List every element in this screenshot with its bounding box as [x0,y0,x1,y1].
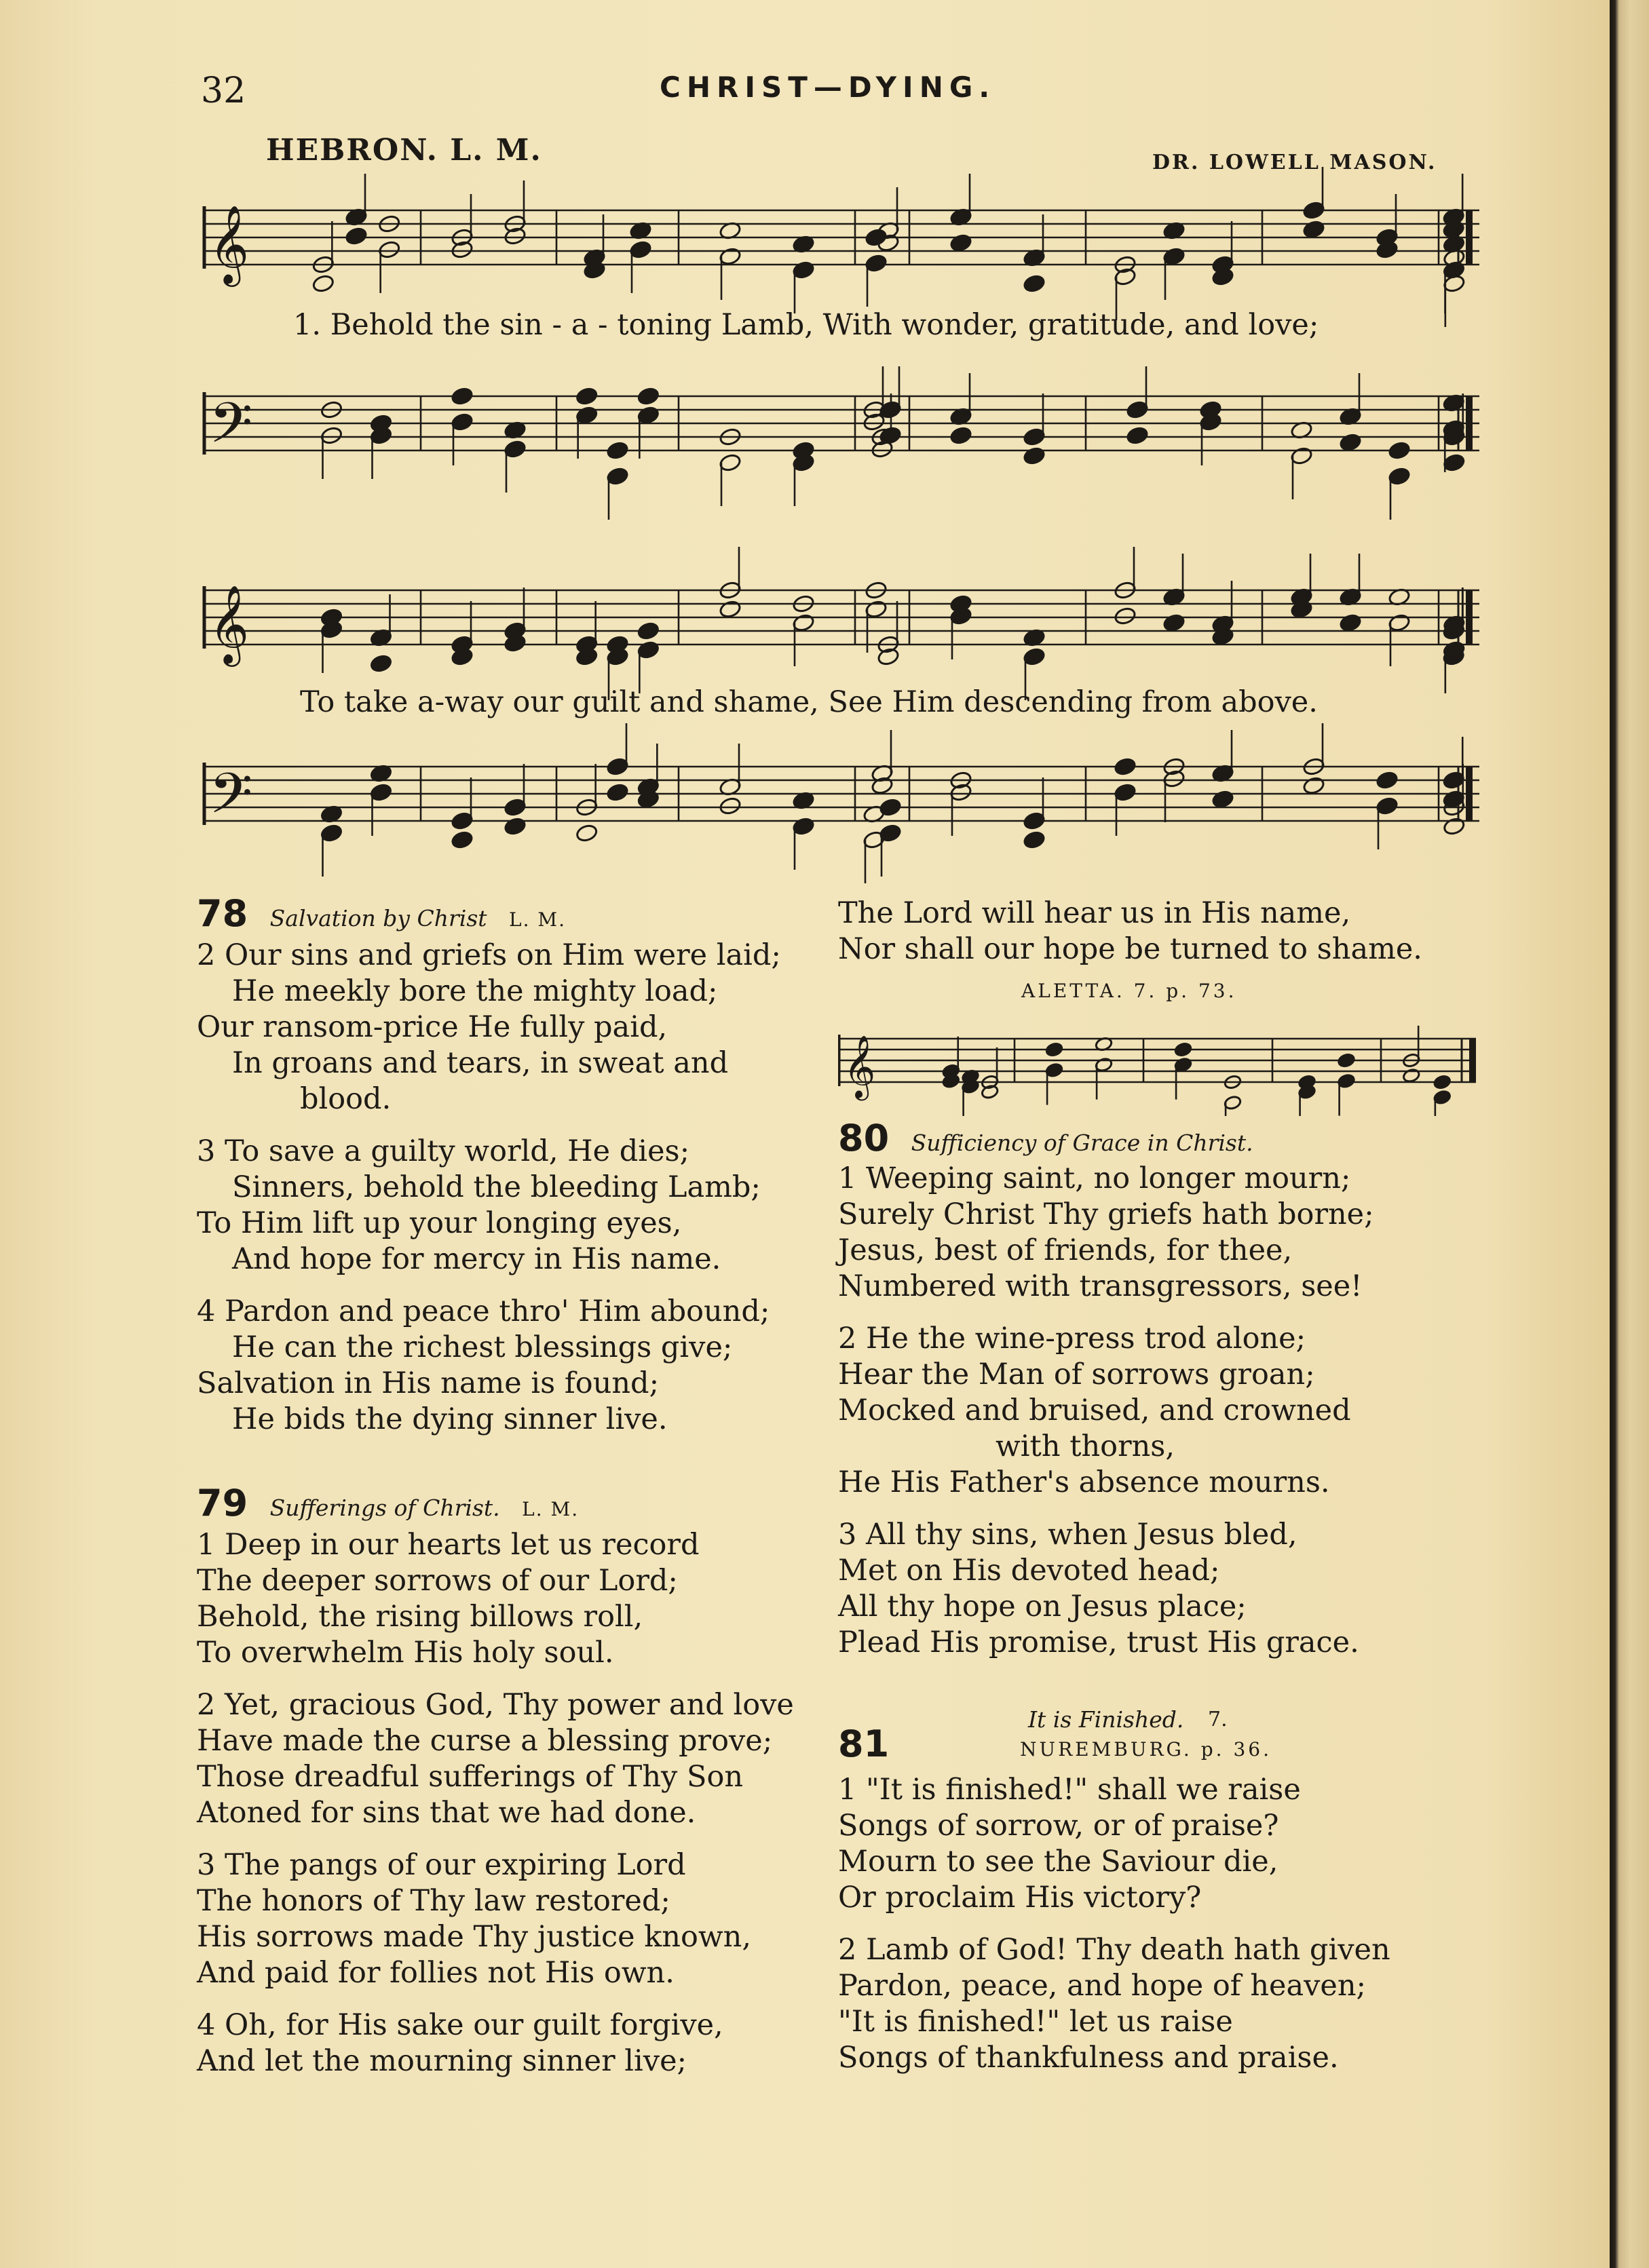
verse-line: Jesus, best of friends, for thee, [838,1233,1293,1267]
svg-text:𝄢: 𝄢 [209,761,253,840]
verse-line: Nor shall our hope be turned to shame. [838,932,1422,966]
verse-line: Hear the Man of sorrows groan; [838,1358,1315,1391]
tune-name: HEBRON. L. M. [266,133,542,168]
running-title: CHRIST—DYING. [660,71,996,104]
hymn-81-tune-ref: NUREMBURG. p. 36. [1020,1738,1272,1761]
verse-line: 1 Deep in our hearts let us record [197,1528,700,1562]
verse-line: 2 Our sins and griefs on Him were laid; [197,938,781,972]
verse-line: To Him lift up your longing eyes, [197,1206,682,1240]
verse-line: Pardon, peace, and hope of heaven; [838,1969,1367,2003]
verse-line: 3 To save a guilty world, He dies; [197,1134,690,1168]
aletta-tune-ref: ALETTA. 7. p. 73. [1021,980,1237,1002]
music-staff-aletta [838,1014,1476,1116]
verse-line: Atoned for sins that we had done. [197,1796,696,1830]
verse-line: "It is finished!" let us raise [838,2005,1233,2039]
left-column [197,892,831,2079]
hymn-80-number: 80 [838,1117,890,1159]
verse-line: Have made the curse a blessing prove; [197,1724,773,1758]
verse-line: Met on His devoted head; [838,1554,1220,1588]
verse-line: His sorrows made Thy justice known, [197,1920,751,1954]
book-spine-edge [1610,0,1649,2268]
verse-line: Surely Christ Thy griefs hath borne; [838,1197,1374,1231]
verse-line: The deeper sorrows of our Lord; [197,1564,678,1598]
hymn-78-number: 78 [197,892,248,935]
hymn-81-number: 81 [838,1723,890,1765]
verse-line: Songs of sorrow, or of praise? [838,1809,1279,1843]
verse-line: Our ransom-price He fully paid, [197,1010,668,1044]
verse-line: 4 Oh, for His sake our guilt forgive, [197,2008,723,2042]
verse-line: Salvation in His name is found; [197,1366,660,1400]
verse-line: 3 All thy sins, when Jesus bled, [838,1518,1297,1552]
hymn-78-title: Salvation by Christ [269,905,487,931]
verse-line: 2 Yet, gracious God, Thy power and love [197,1688,794,1722]
svg-text:𝄞: 𝄞 [844,1035,876,1098]
verse-line: And let the mourning sinner live; [197,2044,687,2078]
hymn-79-number: 79 [197,1482,248,1524]
verse-line: 2 He the wine-press trod alone; [838,1322,1306,1356]
hymn-78-heading [197,892,831,938]
verse-line: Numbered with transgressors, see! [838,1269,1363,1303]
verse-line: Or proclaim His victory? [838,1881,1202,1915]
verse-line: To overwhelm His holy soul. [197,1636,614,1670]
hymn-80-title: Sufficiency of Grace in Christ. [911,1130,1253,1156]
right-column [838,896,1517,2076]
verse-line: Behold, the rising billows roll, [197,1600,643,1634]
verse-line: 2 Lamb of God! Thy death hath given [838,1933,1390,1967]
svg-text:𝄢: 𝄢 [209,390,253,469]
svg-text:𝄞: 𝄞 [209,204,250,284]
music-staff-treble-1 [204,191,1479,301]
verse-line: 1 "It is finished!" shall we raise [838,1773,1301,1807]
hymn-81-heading [838,1702,1517,1772]
lyric-line-2: To take a-way our guilt and shame, See Him descending from above. [300,685,1318,719]
verse-line: And paid for follies not His own. [197,1956,675,1990]
verse-line: Those dreadful sufferings of Thy Son [197,1760,744,1794]
hymn-80-heading [838,1117,1517,1161]
hymn-79-heading [197,1482,831,1527]
composer-credit: DR. LOWELL MASON. [1152,151,1437,174]
verse-line: 4 Pardon and peace thro' Him abound; [197,1294,770,1328]
verse-line: Mourn to see the Saviour die, [838,1845,1278,1879]
verse-line: blood. [300,1082,392,1116]
verse-line: He bids the dying sinner live. [232,1402,668,1436]
verse-line: 3 The pangs of our expiring Lord [197,1848,686,1882]
music-staff-bass-1 [204,377,1479,487]
hymn-79-title: Sufferings of Christ. [269,1495,500,1521]
hymn-81-title: It is Finished. [1028,1706,1184,1733]
verse-line: He can the richest blessings give; [232,1330,733,1364]
svg-text:𝄞: 𝄞 [209,584,250,664]
verse-line: Sinners, behold the bleeding Lamb; [232,1170,761,1204]
verse-line: 1 Weeping saint, no longer mourn; [838,1161,1351,1195]
hymn-79-meter: L. M. [522,1498,580,1520]
verse-line: Songs of thankfulness and praise. [838,2041,1339,2075]
verse-line: Mocked and bruised, and crowned [838,1394,1351,1427]
verse-line: Plead His promise, trust His grace. [838,1626,1359,1659]
music-staff-treble-2 [204,571,1479,681]
lyric-line-1: 1. Behold the sin - a - toning Lamb, With wonder, gratitude, and love; [293,308,1319,342]
verse-line: And hope for mercy in His name. [232,1242,721,1276]
verse-line: The Lord will hear us in His name, [838,896,1351,930]
music-staff-bass-2 [204,748,1479,858]
verse-line: He meekly bore the mighty load; [232,974,718,1008]
hymn-78-meter: L. M. [509,908,566,931]
hymn-81-meter: 7. [1208,1708,1228,1731]
verse-line: All thy hope on Jesus place; [838,1590,1247,1623]
verse-line: In groans and tears, in sweat and [232,1046,729,1080]
verse-line: He His Father's absence mourns. [838,1465,1330,1499]
verse-line: with thorns, [996,1429,1175,1463]
page-number: 32 [201,71,246,111]
verse-line: The honors of Thy law restored; [197,1884,670,1918]
